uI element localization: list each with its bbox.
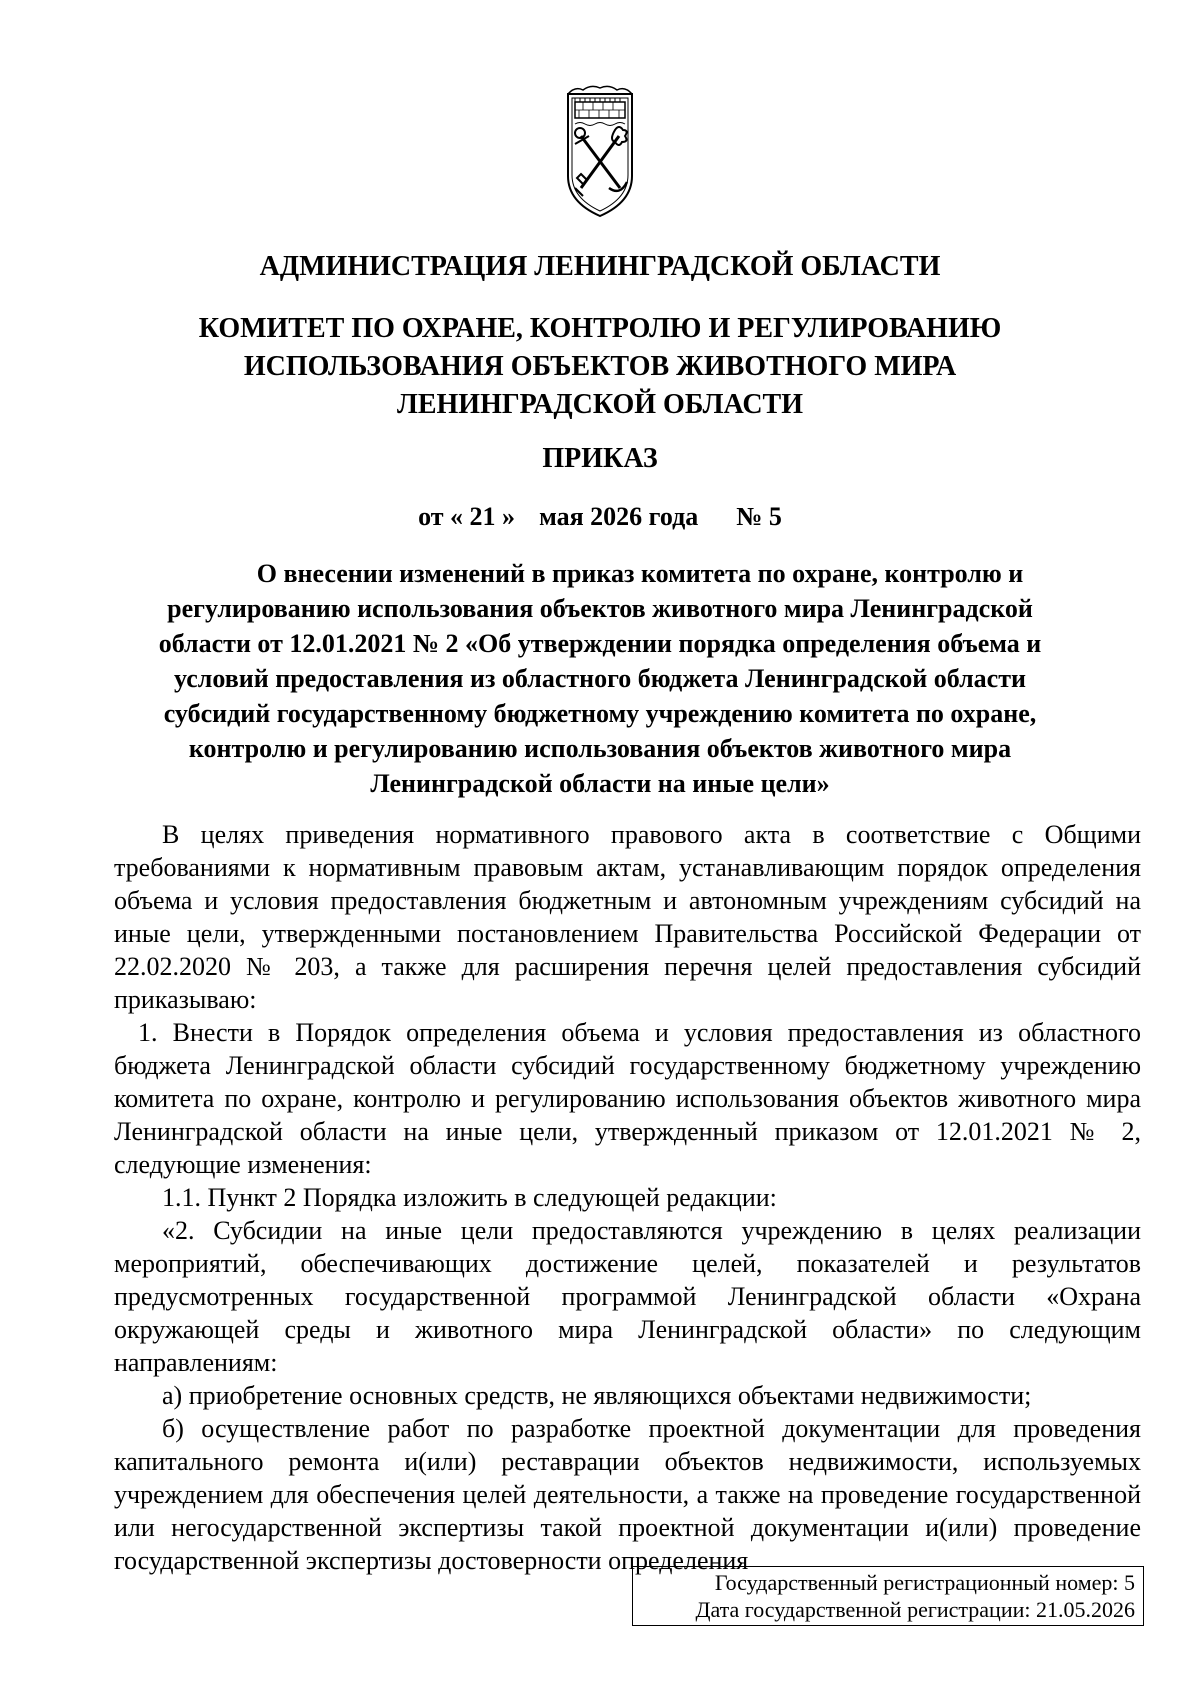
order-date-number: [130, 498, 1070, 536]
body-paragraph: а) приобретение основных средств, не являющихся объектами недвижимости;: [162, 1381, 1032, 1410]
order-date-day: от « 21 »: [418, 502, 516, 531]
body-paragraph: «2. Субсидии на иные цели предоставляются учреждению в целях реализации мероприятий, обеспечивающих достижение целей, показателей и результатов предусмотренных государственной программой Ленинградской области «Охрана окружающей среды и животного мира Ленинградской области» по следующим направлениям:: [114, 1216, 1141, 1377]
body-paragraph: 1. Внести в Порядок определения объема и условия предоставления из областного бюджета Ленинградской области субсидий государственному бюджетному учреждению комитета по охране, контролю и регулированию использования объектов животного мира Ленинградской области на иные цели, утвержденный приказом от 12.01.2021 № 2, следующие изменения:: [114, 1018, 1141, 1179]
document-type: ПРИКАЗ: [542, 443, 658, 474]
coat-of-arms-icon: [565, 84, 635, 220]
body-paragraph: б) осуществление работ по разработке проектной документации для проведения капитального ремонта и(или) реставрации объектов недвижимости, используемых учреждением для обеспечения целей деятельности, а также на проведение государственной или негосударственной экспертизы такой проектной документации и(или) проведение государственной экспертизы достоверности определения: [114, 1414, 1141, 1575]
order-subject: О внесении изменений в приказ комитета по охране, контролю и регулированию использования объектов животного мира Ленинградской области от 12.01.2021 № 2 «Об утверждении порядка определения объема и условий предоставления из областного бюджета Ленинградской области субсидий государственному бюджетному учреждению комитета по охране, контролю и регулированию использования объектов животного мира Ленинградской области на иные цели»: [158, 559, 1042, 798]
order-date-month-year: мая 2026 года: [539, 502, 699, 531]
committee-title: [130, 310, 1070, 424]
committee-title-line: ИСПОЛЬЗОВАНИЯ ОБЪЕКТОВ ЖИВОТНОГО МИРА: [243, 351, 957, 382]
body-paragraph: 1.1. Пункт 2 Порядка изложить в следующей редакции:: [162, 1183, 777, 1212]
committee-title-line: ЛЕНИНГРАДСКОЙ ОБЛАСТИ: [396, 389, 804, 420]
administration-title: АДМИНИСТРАЦИЯ ЛЕНИНГРАДСКОЙ ОБЛАСТИ: [259, 251, 941, 282]
registration-stamp: [632, 1566, 1144, 1626]
committee-title-line: КОМИТЕТ ПО ОХРАНЕ, КОНТРОЛЮ И РЕГУЛИРОВАНИЮ: [198, 313, 1002, 344]
registration-date: Дата государственной регистрации: 21.05.2026: [695, 1597, 1135, 1622]
order-body: [114, 818, 1141, 1577]
registration-number: Государственный регистрационный номер: 5: [714, 1570, 1135, 1595]
order-number: № 5: [736, 502, 782, 531]
body-paragraph: В целях приведения нормативного правового акта в соответствие с Общими требованиями к нормативным правовым актам, устанавливающим порядок определения объема и условия предоставления бюджетным и автономным учреждениям субсидий на иные цели, утвержденными постановлением Правительства Российской Федерации от 22.02.2020 № 203, а также для расширения перечня целей предоставления субсидий приказываю:: [114, 820, 1141, 1014]
